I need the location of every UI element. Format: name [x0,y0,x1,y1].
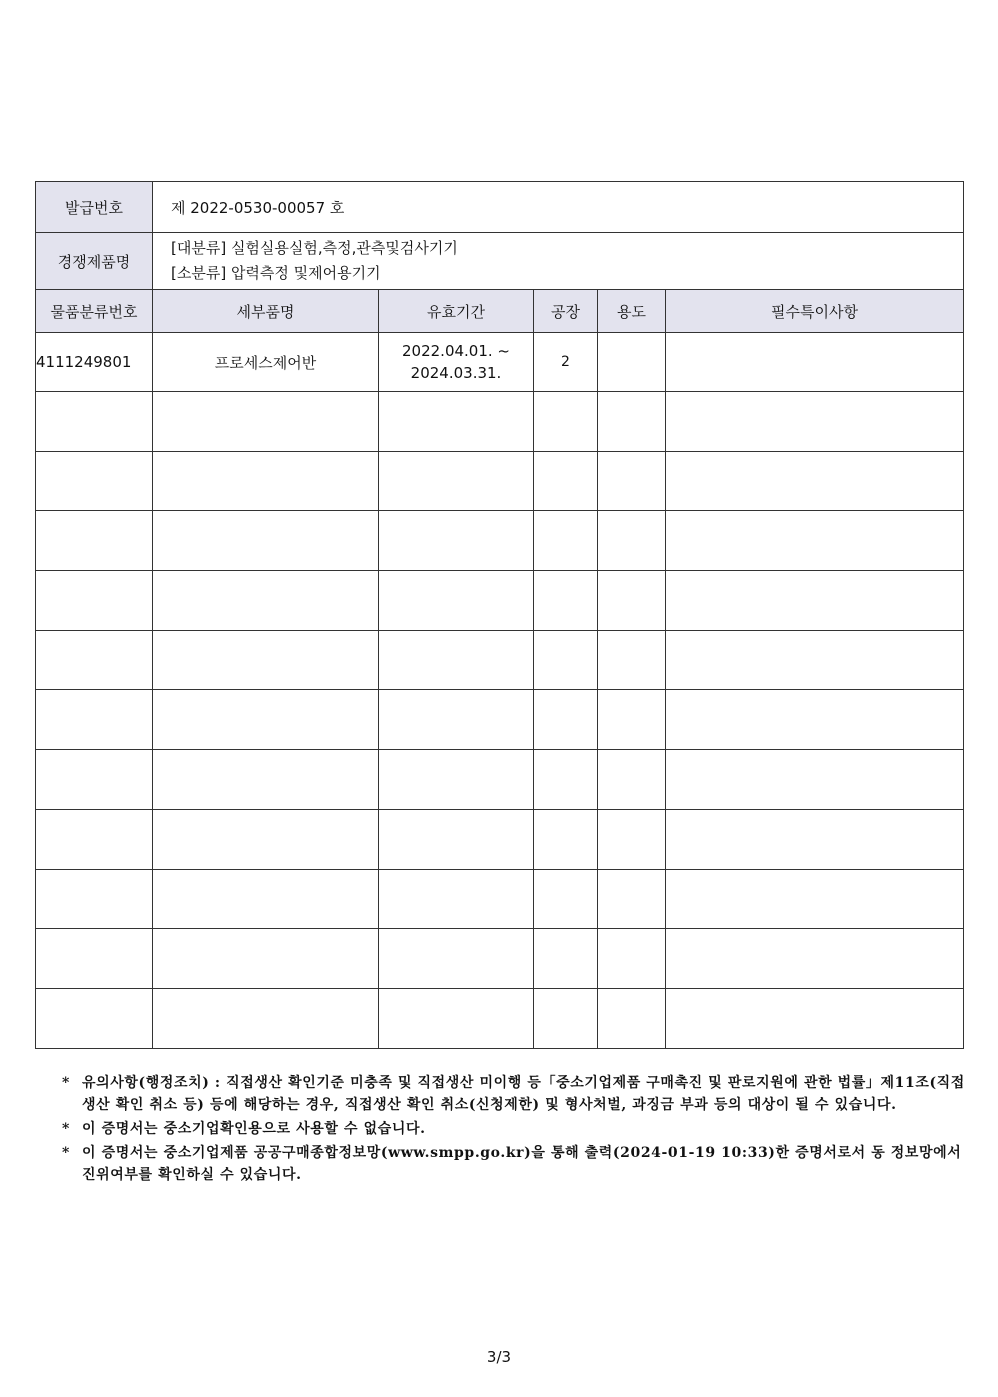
empty-cell [36,392,153,452]
notes-section [62,1072,967,1186]
empty-cell [598,630,666,690]
empty-table-row [36,869,964,929]
empty-cell [379,690,534,750]
empty-cell [153,869,379,929]
empty-cell [153,809,379,869]
empty-cell [153,392,379,452]
empty-cell [666,750,964,810]
issue-number-label: 발급번호 [36,182,153,233]
empty-cell [153,750,379,810]
col-header-period: 유효기간 [379,290,534,333]
empty-cell [534,392,598,452]
note-bullet: * [62,1121,70,1137]
product-row [36,233,964,290]
cell-period [379,333,534,392]
empty-cell [36,690,153,750]
empty-cell [534,988,598,1048]
certificate-table [35,181,964,1049]
empty-cell [379,988,534,1048]
col-header-usage: 용도 [598,290,666,333]
empty-table-row [36,571,964,631]
empty-cell [666,869,964,929]
empty-cell [598,511,666,571]
product-label: 경쟁제품명 [36,233,153,290]
empty-cell [666,809,964,869]
note-item [62,1118,967,1140]
note-text: 유의사항(행정조치) : 직접생산 확인기준 미충족 및 직접생산 미이행 등「중소기업제품 구매촉진 및 판로지원에 관한 법률」제11조(직접생산 확인 취소 등) 등에 해당하는 경우, 직접생산 확인 취소(신청제한) 및 형사처벌, 과징금 부과 등의 대상이 될 수 있습니다. [82,1075,965,1113]
note-text: 이 증명서는 중소기업제품 공공구매종합정보망(www.smpp.go.kr)을 통해 출력(2024-01-19 10:33)한 증명서로서 동 정보망에서 진위여부를 확인하실 수 있습니다. [82,1145,962,1183]
empty-cell [534,630,598,690]
empty-cell [153,451,379,511]
empty-cell [666,929,964,989]
empty-table-row [36,929,964,989]
empty-cell [379,392,534,452]
cell-factory: 2 [534,333,598,392]
issue-number-row [36,182,964,233]
empty-cell [666,690,964,750]
empty-cell [598,869,666,929]
empty-table-row [36,451,964,511]
empty-cell [598,988,666,1048]
empty-cell [534,750,598,810]
empty-cell [534,451,598,511]
note-text: 이 증명서는 중소기업확인용으로 사용할 수 없습니다. [82,1121,426,1137]
empty-cell [379,451,534,511]
minor-category: [소분류] 압력측정 및제어용기기 [171,264,381,282]
note-bullet: * [62,1075,70,1091]
page-number: 3/3 [486,1348,512,1366]
empty-table-row [36,392,964,452]
empty-cell [379,750,534,810]
col-header-factory: 공장 [534,290,598,333]
empty-cell [36,630,153,690]
empty-cell [36,869,153,929]
empty-cell [598,690,666,750]
empty-cell [153,988,379,1048]
empty-cell [153,511,379,571]
empty-cell [153,929,379,989]
empty-cell [598,571,666,631]
cell-usage [598,333,666,392]
note-bullet: * [62,1145,70,1161]
empty-cell [666,511,964,571]
empty-table-row [36,988,964,1048]
empty-cell [534,511,598,571]
empty-cell [598,451,666,511]
empty-cell [666,451,964,511]
period-start: 2022.04.01. ~ [402,342,510,360]
empty-cell [36,750,153,810]
cell-code: 4111249801 [36,333,153,392]
empty-cell [153,571,379,631]
table-row [36,333,964,392]
col-header-notes: 필수특이사항 [666,290,964,333]
empty-table-row [36,630,964,690]
empty-cell [379,630,534,690]
empty-table-row [36,750,964,810]
empty-cell [379,571,534,631]
cell-notes [666,333,964,392]
empty-cell [666,392,964,452]
empty-cell [36,571,153,631]
empty-cell [379,809,534,869]
empty-cell [534,690,598,750]
empty-cell [534,809,598,869]
empty-cell [379,929,534,989]
empty-cell [36,451,153,511]
column-header-row [36,290,964,333]
empty-cell [598,750,666,810]
empty-cell [534,869,598,929]
empty-cell [36,511,153,571]
empty-table-row [36,690,964,750]
empty-cell [153,690,379,750]
empty-cell [666,630,964,690]
col-header-item: 세부품명 [153,290,379,333]
empty-cell [36,809,153,869]
period-end: 2024.03.31. [410,364,502,382]
empty-cell [379,511,534,571]
empty-cell [598,392,666,452]
empty-cell [534,571,598,631]
note-item [62,1072,967,1116]
empty-cell [598,929,666,989]
note-item [62,1142,967,1186]
empty-cell [598,809,666,869]
empty-table-row [36,511,964,571]
empty-cell [153,630,379,690]
empty-cell [379,869,534,929]
cell-item: 프로세스제어반 [153,333,379,392]
col-header-code: 물품분류번호 [36,290,153,333]
empty-table-row [36,809,964,869]
product-value [153,233,964,290]
empty-cell [666,571,964,631]
issue-number-value: 제 2022-0530-00057 호 [153,182,964,233]
empty-cell [36,929,153,989]
empty-cell [666,988,964,1048]
empty-cell [36,988,153,1048]
major-category: [대분류] 실험실용실험,측정,관측및검사기기 [171,239,458,257]
empty-cell [534,929,598,989]
